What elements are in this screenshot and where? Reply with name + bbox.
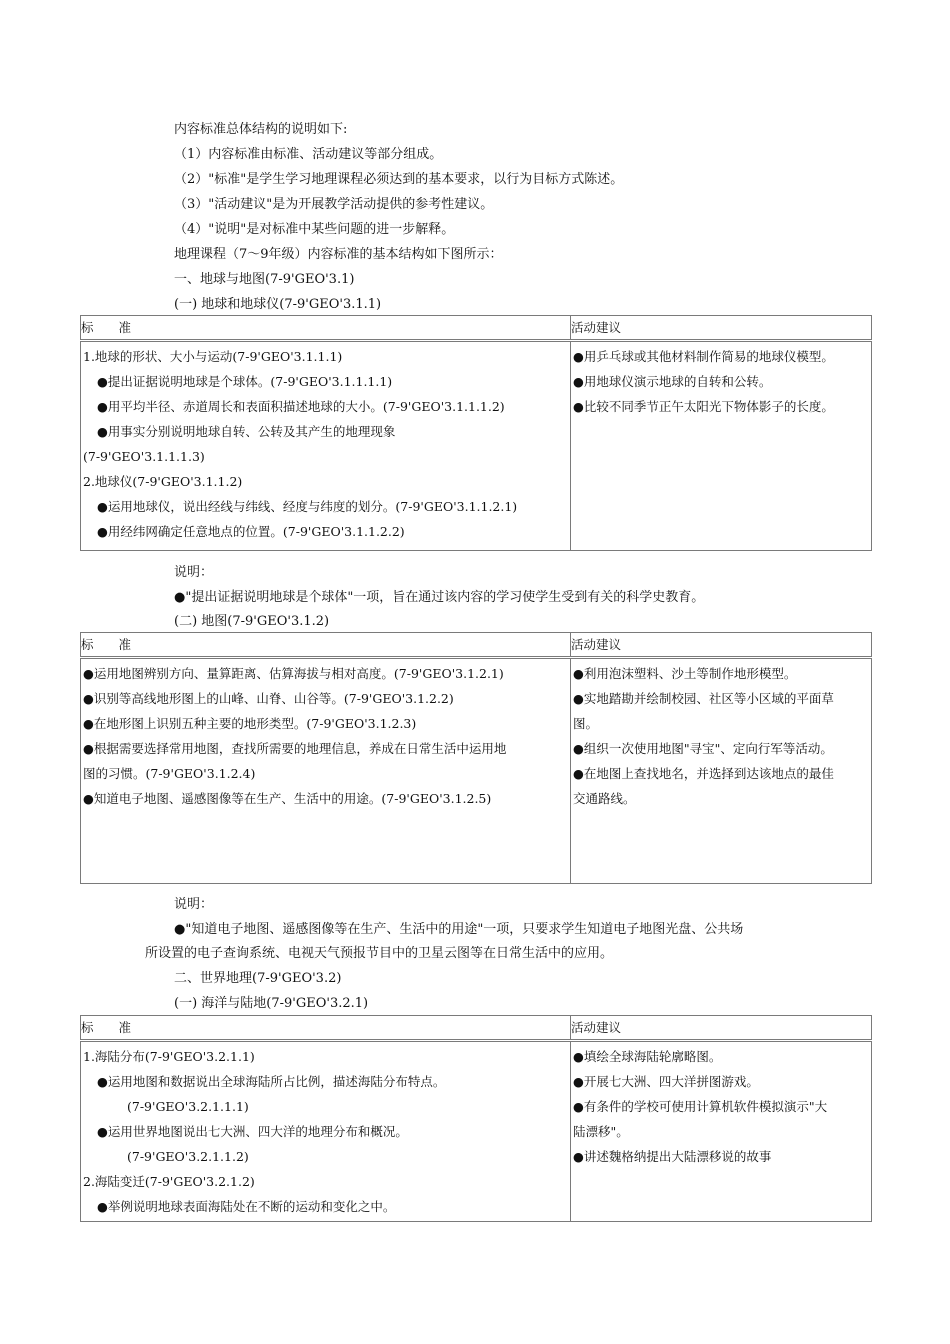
- activity-line: 交通路线。: [573, 791, 636, 806]
- standard-line: 2.地球仪(7-9'GEO'3.1.1.2): [83, 474, 243, 489]
- standard-cell: [81, 1041, 571, 1222]
- subsection-heading: (一) 海洋与陆地(7-9'GEO'3.2.1): [174, 996, 369, 1011]
- activity-line: ●组织一次使用地图"寻宝"、定向行军等活动。: [573, 741, 833, 756]
- standard-line: (7-9'GEO'3.2.1.1.1): [127, 1099, 249, 1114]
- standards-table-1: [80, 315, 872, 551]
- standard-line: ●用经纬网确定任意地点的位置。(7-9'GEO'3.1.1.2.2): [97, 524, 405, 539]
- column-header-activity: 活动建议: [571, 633, 872, 658]
- column-header-standard: 标 准: [81, 1016, 571, 1041]
- standard-line: ●运用地图辨别方向、量算距离、估算海拔与相对高度。(7-9'GEO'3.1.2.1): [83, 666, 504, 681]
- standard-line: ●根据需要选择常用地图，查找所需要的地理信息，养成在日常生活中运用地: [83, 741, 507, 756]
- standard-line: ●用平均半径、赤道周长和表面积描述地球的大小。(7-9'GEO'3.1.1.1.2): [97, 399, 505, 414]
- column-header-activity: 活动建议: [571, 1016, 872, 1041]
- subsection-heading: (二) 地图(7-9'GEO'3.1.2): [174, 614, 330, 629]
- activity-line: ●用乒乓球或其他材料制作简易的地球仪模型。: [573, 349, 834, 364]
- activity-line: 图。: [573, 716, 599, 731]
- activity-line: ●填绘全球海陆轮廓略图。: [573, 1049, 722, 1064]
- column-header-activity: 活动建议: [571, 316, 872, 341]
- intro-heading: 内容标准总体结构的说明如下:: [174, 122, 348, 137]
- activity-cell: [571, 1041, 872, 1222]
- standard-line: ●举例说明地球表面海陆处在不断的运动和变化之中。: [97, 1199, 396, 1214]
- activity-line: ●讲述魏格纳提出大陆漂移说的故事: [573, 1149, 772, 1164]
- note-text: ●"知道电子地图、遥感图像等在生产、生活中的用途"一项，只要求学生知道电子地图光盘、公共场: [174, 922, 744, 937]
- activity-line: ●有条件的学校可使用计算机软件模拟演示"大: [573, 1099, 828, 1114]
- standard-line: 2.海陆变迁(7-9'GEO'3.2.1.2): [83, 1174, 255, 1189]
- standards-table-3: [80, 1015, 872, 1222]
- activity-line: ●开展七大洲、四大洋拼图游戏。: [573, 1074, 759, 1089]
- activity-line: ●用地球仪演示地球的自转和公转。: [573, 374, 772, 389]
- standard-line: 图的习惯。(7-9'GEO'3.1.2.4): [83, 766, 256, 781]
- column-header-standard: 标 准: [81, 633, 571, 658]
- standard-line: ●运用世界地图说出七大洲、四大洋的地理分布和概况。: [97, 1124, 408, 1139]
- activity-line: ●利用泡沫塑料、沙土等制作地形模型。: [573, 666, 797, 681]
- column-header-standard: 标 准: [81, 316, 571, 341]
- activity-cell: [571, 341, 872, 551]
- standard-line: ●运用地图和数据说出全球海陆所占比例，描述海陆分布特点。: [97, 1074, 446, 1089]
- activity-line: ●比较不同季节正午太阳光下物体影子的长度。: [573, 399, 834, 414]
- section-heading: 一、地球与地图(7-9'GEO'3.1): [174, 272, 355, 287]
- activity-cell: [571, 658, 872, 884]
- standard-line: (7-9'GEO'3.1.1.1.3): [83, 449, 205, 464]
- note-text-continued: 所设置的电子查询系统、电视天气预报节目中的卫星云图等在日常生活中的应用。: [145, 946, 614, 961]
- intro-item: （3）"活动建议"是为开展教学活动提供的参考性建议。: [174, 197, 494, 212]
- standard-line: ●在地形图上识别五种主要的地形类型。(7-9'GEO'3.1.2.3): [83, 716, 417, 731]
- intro-item: （1）内容标准由标准、活动建议等部分组成。: [174, 147, 443, 162]
- intro-item: （4）"说明"是对标准中某些问题的进一步解释。: [174, 222, 455, 237]
- standard-line: 1.海陆分布(7-9'GEO'3.2.1.1): [83, 1049, 255, 1064]
- note-label: 说明：: [174, 565, 214, 580]
- note-text: ●"提出证据说明地球是个球体"一项，旨在通过该内容的学习使学生受到有关的科学史教育。: [174, 590, 705, 605]
- subsection-heading: (一) 地球和地球仪(7-9'GEO'3.1.1): [174, 297, 382, 312]
- standard-line: 1.地球的形状、大小与运动(7-9'GEO'3.1.1.1): [83, 349, 343, 364]
- standard-cell: [81, 341, 571, 551]
- standards-table-2: [80, 632, 872, 884]
- activity-line: ●实地踏勘并绘制校园、社区等小区域的平面草: [573, 691, 834, 706]
- structure-note: 地理课程（7～9年级）内容标准的基本结构如下图所示：: [174, 247, 503, 262]
- standard-line: ●运用地球仪，说出经线与纬线、经度与纬度的划分。(7-9'GEO'3.1.1.2.1): [97, 499, 518, 514]
- activity-line: 陆漂移"。: [573, 1124, 629, 1139]
- note-label: 说明：: [174, 897, 214, 912]
- intro-item: （2）"标准"是学生学习地理课程必须达到的基本要求，以行为目标方式陈述。: [174, 172, 624, 187]
- standard-cell: [81, 658, 571, 884]
- standard-line: ●知道电子地图、遥感图像等在生产、生活中的用途。(7-9'GEO'3.1.2.5): [83, 791, 492, 806]
- section-heading: 二、世界地理(7-9'GEO'3.2): [174, 971, 342, 986]
- standard-line: (7-9'GEO'3.2.1.1.2): [127, 1149, 249, 1164]
- standard-line: ●识别等高线地形图上的山峰、山脊、山谷等。(7-9'GEO'3.1.2.2): [83, 691, 454, 706]
- standard-line: ●用事实分别说明地球自转、公转及其产生的地理现象: [97, 424, 396, 439]
- activity-line: ●在地图上查找地名，并选择到达该地点的最佳: [573, 766, 834, 781]
- standard-line: ●提出证据说明地球是个球体。(7-9'GEO'3.1.1.1.1): [97, 374, 393, 389]
